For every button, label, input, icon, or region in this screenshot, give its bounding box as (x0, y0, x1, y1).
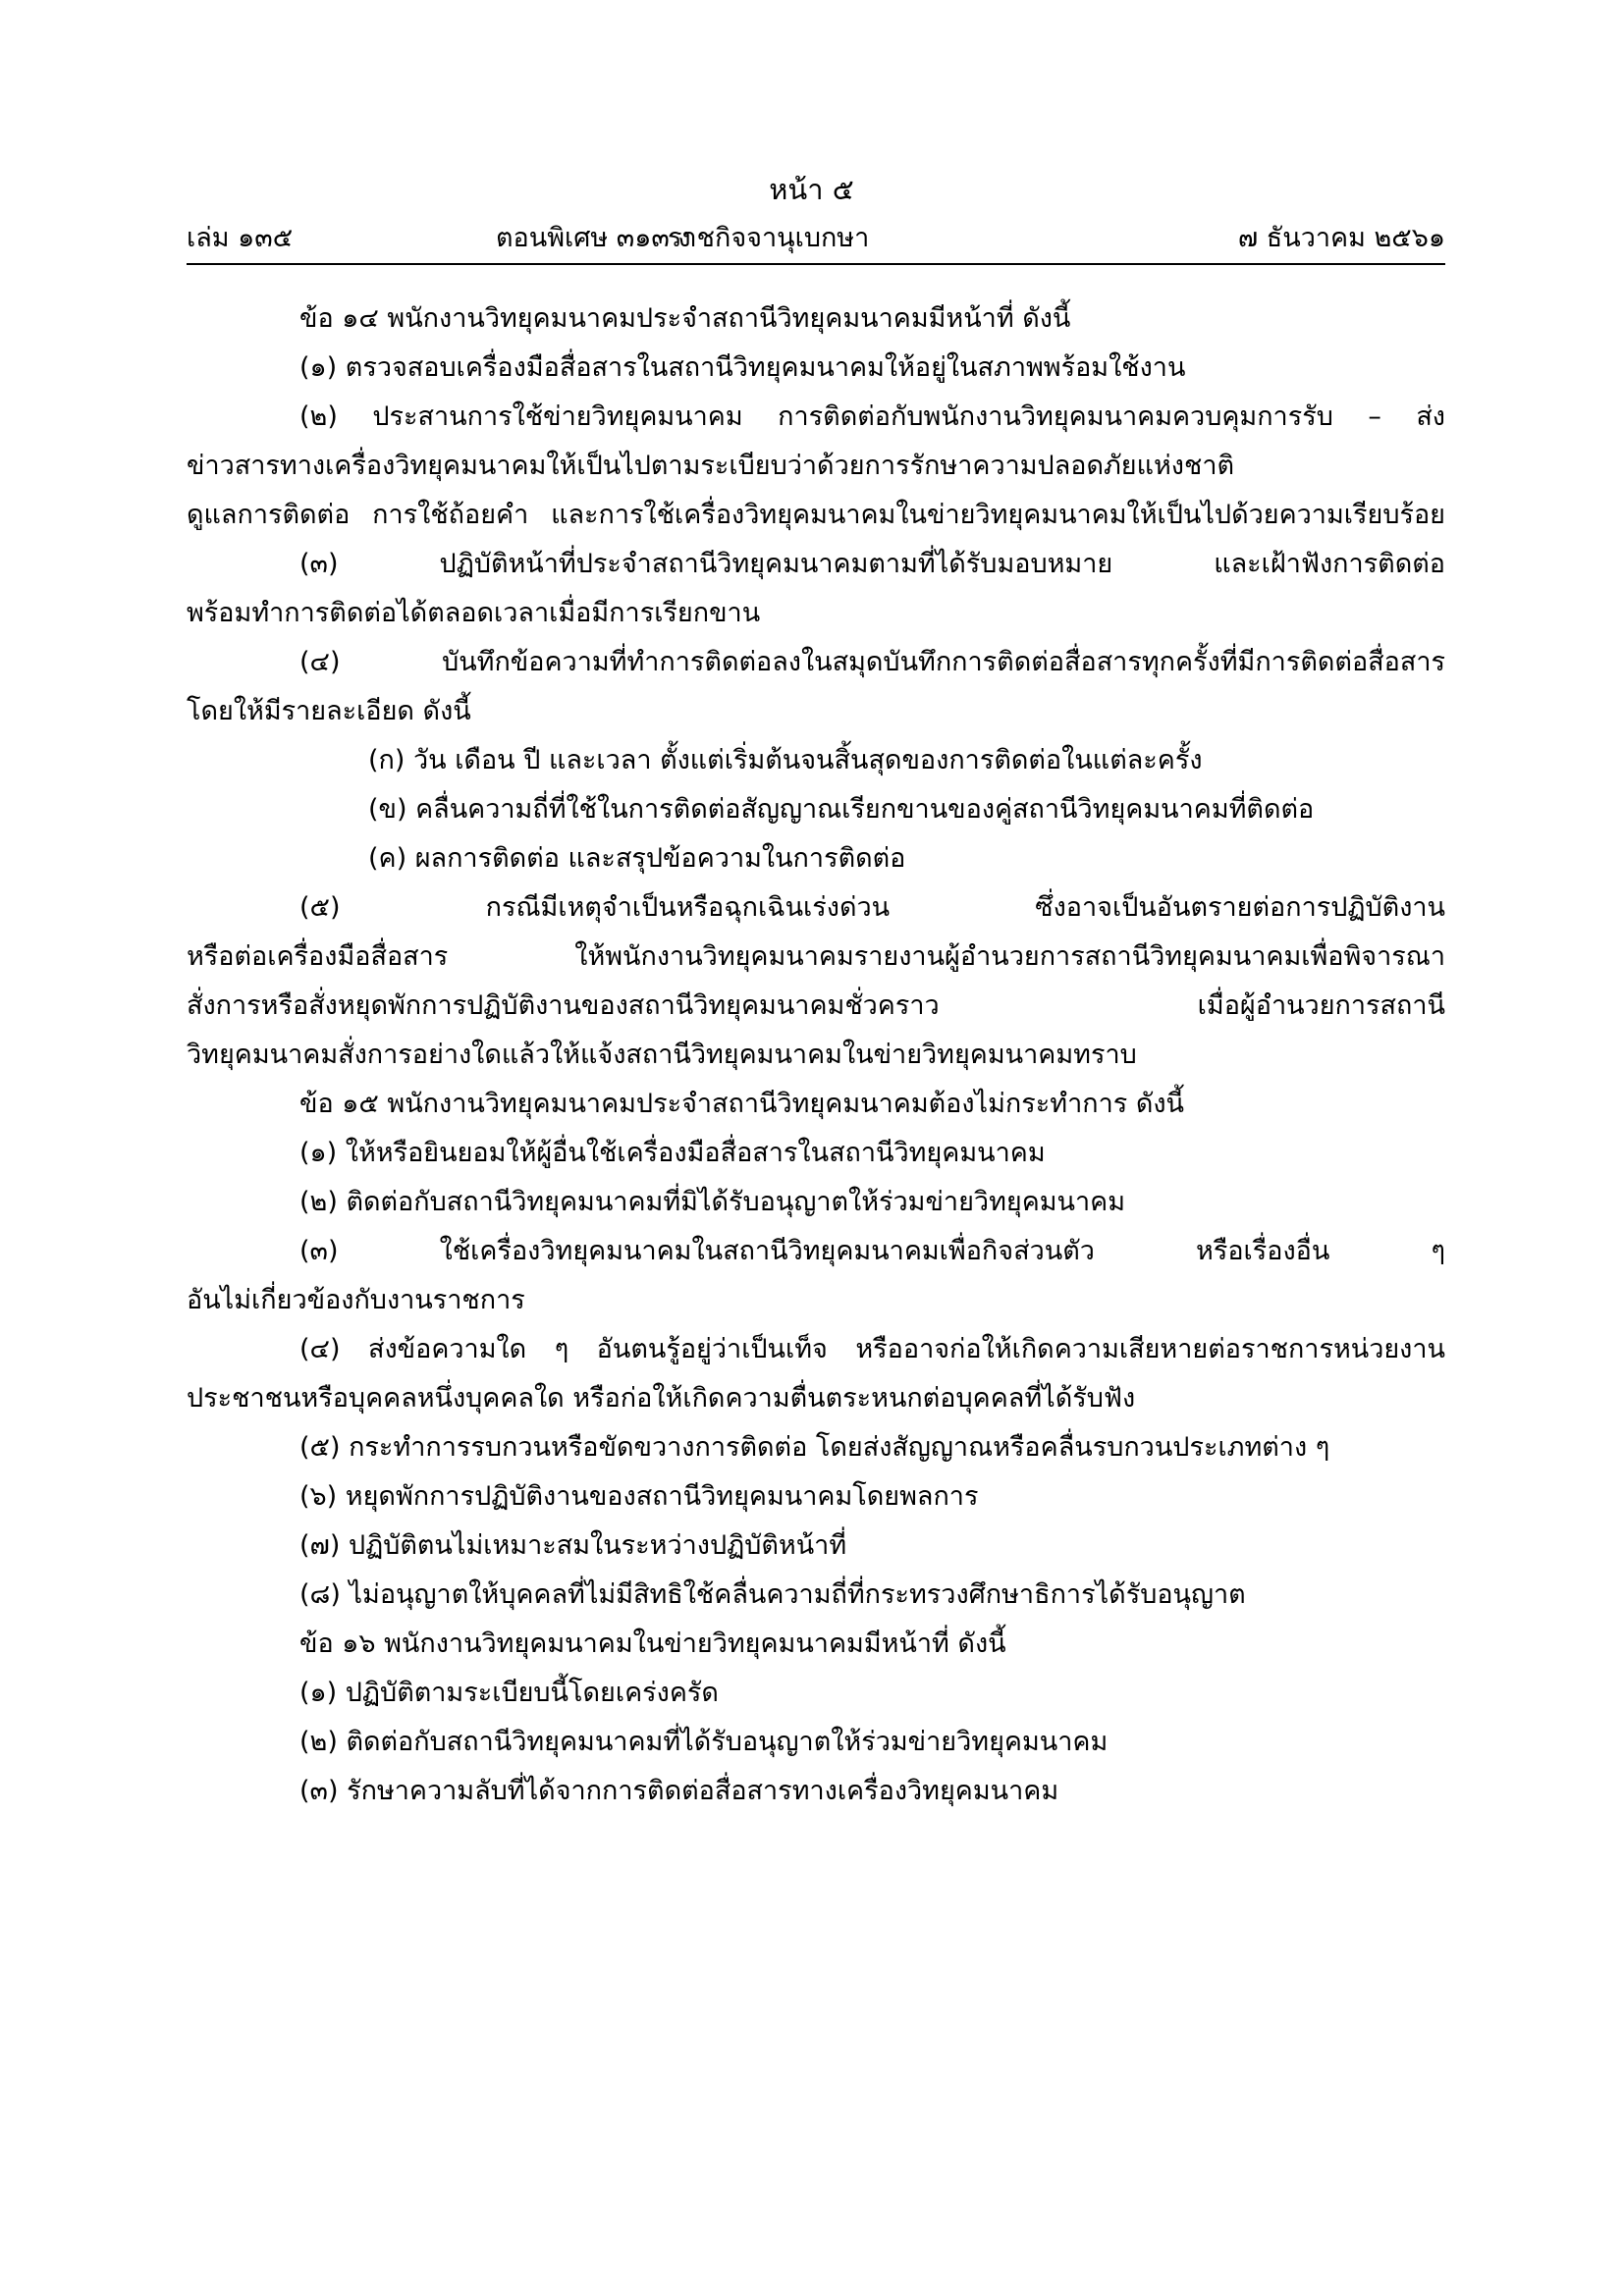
document-body (187, 294, 1445, 1816)
clause-15-heading: ข้อ ๑๕ พนักงานวิทยุคมนาคมประจำสถานีวิทยุคมนาคมต้องไม่กระทำการ ดังนี้ (299, 1089, 1185, 1119)
issue-label: ตอนพิเศษ ๓๑๓ ง (496, 223, 691, 253)
clause-15-item-4: (๔) ส่งข้อความใด ๆ อันตนรู้อยู่ว่าเป็นเท็จ หรืออาจก่อให้เกิดความเสียหายต่อราชการหน่วยงาน (299, 1334, 1445, 1364)
clause-14-item-4-sub-b: (ข) คลื่นความถี่ที่ใช้ในการติดต่อสัญญาณเรียกขานของคู่สถานีวิทยุคมนาคมที่ติดต่อ (368, 794, 1315, 825)
volume-label: เล่ม ๑๓๕ (187, 223, 294, 253)
clause-14-item-4-cont: โดยให้มีรายละเอียด ดังนี้ (187, 696, 471, 726)
clause-16-item-3: (๓) รักษาความลับที่ได้จากการติดต่อสื่อสารทางเครื่องวิทยุคมนาคม (299, 1776, 1059, 1806)
clause-14-item-3-cont: พร้อมทำการติดต่อได้ตลอดเวลาเมื่อมีการเรียกขาน (187, 598, 761, 628)
clause-15-item-1: (๑) ให้หรือยินยอมให้ผู้อื่นใช้เครื่องมือสื่อสารในสถานีวิทยุคมนาคม (299, 1138, 1046, 1168)
clause-14-item-5: (๕) กรณีมีเหตุจำเป็นหรือฉุกเฉินเร่งด่วน ซึ่งอาจเป็นอันตรายต่อการปฏิบัติงาน (299, 892, 1445, 923)
clause-16-heading: ข้อ ๑๖ พนักงานวิทยุคมนาคมในข่ายวิทยุคมนาคมมีหน้าที่ ดังนี้ (299, 1629, 1006, 1659)
journal-title: ราชกิจจานุเบกษา (668, 223, 870, 253)
clause-15-item-2: (๒) ติดต่อกับสถานีวิทยุคมนาคมที่มิได้รับอนุญาตให้ร่วมข่ายวิทยุคมนาคม (299, 1187, 1126, 1217)
clause-14-item-5-cont: หรือต่อเครื่องมือสื่อสาร ให้พนักงานวิทยุคมนาคมรายงานผู้อำนวยการสถานีวิทยุคมนาคมเพื่อพิจารณา (187, 941, 1445, 972)
clause-16-item-2: (๒) ติดต่อกับสถานีวิทยุคมนาคมที่ได้รับอนุญาตให้ร่วมข่ายวิทยุคมนาคม (299, 1727, 1109, 1757)
page-number: หน้า ๕ (769, 173, 854, 206)
clause-14-item-2-cont: ดูแลการติดต่อ การใช้ถ้อยคำ และการใช้เครื่องวิทยุคมนาคมในข่ายวิทยุคมนาคมให้เป็นไปด้วยความเรียบร้อย (187, 500, 1445, 530)
clause-15-item-8: (๘) ไม่อนุญาตให้บุคคลที่ไม่มีสิทธิใช้คลื่นความถี่ที่กระทรวงศึกษาธิการได้รับอนุญาต (299, 1579, 1246, 1610)
clause-14-heading: ข้อ ๑๔ พนักงานวิทยุคมนาคมประจำสถานีวิทยุคมนาคมมีหน้าที่ ดังนี้ (299, 303, 1071, 334)
clause-15-item-3-cont: อันไม่เกี่ยวข้องกับงานราชการ (187, 1285, 525, 1315)
clause-15-item-4-cont: ประชาชนหรือบุคคลหนึ่งบุคคลใด หรือก่อให้เกิดความตื่นตระหนกต่อบุคคลที่ได้รับฟัง (187, 1383, 1136, 1414)
clause-16-item-1: (๑) ปฏิบัติตามระเบียบนี้โดยเคร่งครัด (299, 1678, 719, 1708)
clause-15-item-6: (๖) หยุดพักการปฏิบัติงานของสถานีวิทยุคมนาคมโดยพลการ (299, 1481, 979, 1512)
clause-14-item-4-sub-c: (ค) ผลการติดต่อ และสรุปข้อความในการติดต่อ (368, 843, 906, 874)
clause-14-item-4-sub-a: (ก) วัน เดือน ปี และเวลา ตั้งแต่เริ่มต้นจนสิ้นสุดของการติดต่อในแต่ละครั้ง (368, 745, 1203, 775)
publication-date: ๗ ธันวาคม ๒๕๖๑ (1237, 223, 1445, 253)
clause-15-item-7: (๗) ปฏิบัติตนไม่เหมาะสมในระหว่างปฏิบัติหน้าที่ (299, 1530, 847, 1561)
clause-14-item-2: (๒) ประสานการใช้ข่ายวิทยุคมนาคม การติดต่อกับพนักงานวิทยุคมนาคมควบคุมการรับ – ส่ง (299, 401, 1445, 432)
clause-15-item-5: (๕) กระทำการรบกวนหรือขัดขวางการติดต่อ โดยส่งสัญญาณหรือคลื่นรบกวนประเภทต่าง ๆ (299, 1432, 1330, 1463)
header-divider (187, 263, 1445, 265)
clause-14-item-3: (๓) ปฏิบัติหน้าที่ประจำสถานีวิทยุคมนาคมตามที่ได้รับมอบหมาย และเฝ้าฟังการติดต่อ (299, 549, 1445, 579)
clause-15-item-3: (๓) ใช้เครื่องวิทยุคมนาคมในสถานีวิทยุคมนาคมเพื่อกิจส่วนตัว หรือเรื่องอื่น ๆ (299, 1236, 1445, 1266)
clause-14-item-5-cont: สั่งการหรือสั่งหยุดพักการปฏิบัติงานของสถานีวิทยุคมนาคมชั่วคราว เมื่อผู้อำนวยการสถานี (187, 990, 1445, 1021)
clause-14-item-4: (๔) บันทึกข้อความที่ทำการติดต่อลงในสมุดบันทึกการติดต่อสื่อสารทุกครั้งที่มีการติดต่อสื่อสาร (299, 647, 1445, 677)
clause-14-item-5-cont: วิทยุคมนาคมสั่งการอย่างใดแล้วให้แจ้งสถานีวิทยุคมนาคมในข่ายวิทยุคมนาคมทราบ (187, 1040, 1137, 1070)
clause-14-item-2-cont: ข่าวสารทางเครื่องวิทยุคมนาคมให้เป็นไปตามระเบียบว่าด้วยการรักษาความปลอดภัยแห่งชาติ (187, 451, 1235, 481)
clause-14-item-1: (๑) ตรวจสอบเครื่องมือสื่อสารในสถานีวิทยุคมนาคมให้อยู่ในสภาพพร้อมใช้งาน (299, 352, 1186, 383)
gazette-header (187, 216, 1445, 259)
